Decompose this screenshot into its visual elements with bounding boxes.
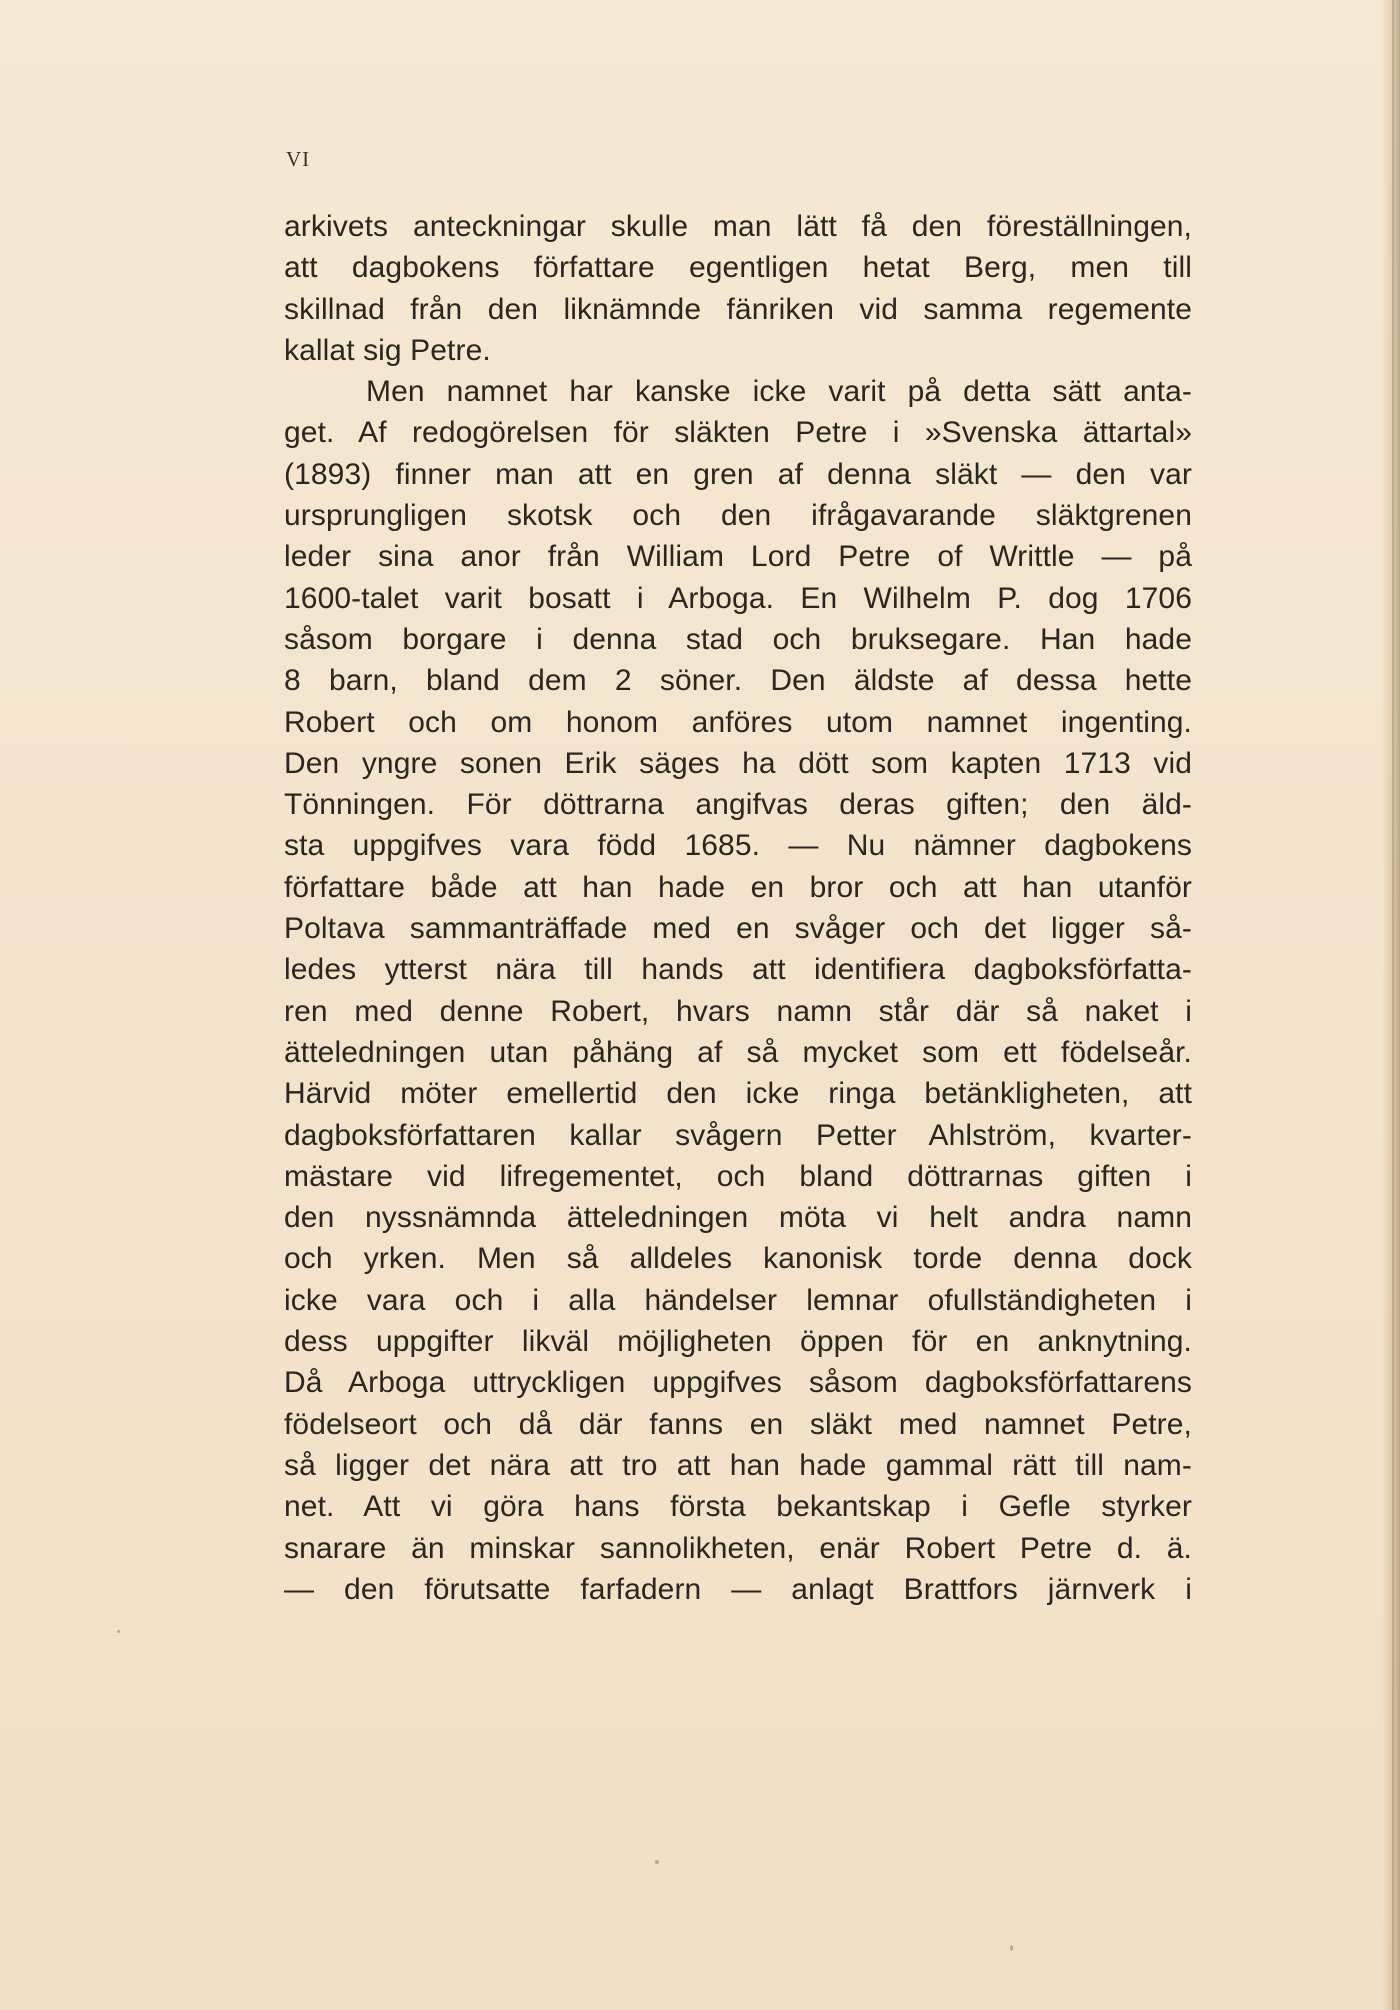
text-line: mästare vid lifregementet, och bland döttrarnas giften i [284,1159,1192,1193]
text-line: författare både att han hade en bror och att han utanför [284,870,1192,904]
text-line: 1600-talet varit bosatt i Arboga. En Wilhelm P. dog 1706 [284,581,1192,615]
text-line: snarare än minskar sannolikheten, enär Robert Petre d. ä. [284,1531,1192,1565]
text-line: Robert och om honom anföres utom namnet ingenting. [284,705,1192,739]
paper-speck [1010,1945,1013,1951]
text-line: ren med denne Robert, hvars namn står där så naket i [284,994,1192,1028]
text-line: Härvid möter emellertid den icke ringa betänkligheten, att [284,1077,1192,1111]
text-line: get. Af redogörelsen för släkten Petre i »Svenska ättartal» [284,416,1192,450]
text-line: dess uppgifter likväl möjligheten öppen för en anknytning. [284,1325,1192,1359]
text-line: Tönningen. För döttrarna angifvas deras giften; den äld- [284,788,1192,822]
text-line: sta uppgifves vara född 1685. — Nu nämner dagbokens [284,829,1192,863]
text-line: skillnad från den liknämnde fänriken vid samma regemente [284,292,1192,326]
text-line: födelseort och då där fanns en släkt med namnet Petre, [284,1407,1192,1441]
paragraph [284,206,1192,371]
paper-speck [117,1630,120,1633]
text-line: och yrken. Men så alldeles kanonisk torde denna dock [284,1242,1192,1276]
text-line: den nyssnämnda ätteledningen möta vi helt andra namn [284,1201,1192,1235]
text-line: Men namnet har kanske icke varit på detta sätt anta- [366,375,1192,409]
text-line: 8 barn, bland dem 2 söner. Den äldste af dessa hette [284,664,1192,698]
text-line: Då Arboga uttryckligen uppgifves såsom dagboksförfattarens [284,1366,1192,1400]
text-line: Poltava sammanträffade med en svåger och det ligger så- [284,912,1192,946]
page-number: VI [286,147,311,171]
text-line: — den förutsatte farfadern — anlagt Brattfors järnverk i [284,1572,1192,1606]
text-line: ursprungligen skotsk och den ifrågavarande släktgrenen [284,499,1192,533]
body-text [284,206,1192,1610]
text-line: (1893) finner man att en gren af denna släkt — den var [284,457,1192,491]
text-line: så ligger det nära att tro att han hade gammal rätt till nam- [284,1448,1192,1482]
text-line: ledes ytterst nära till hands att identifiera dagboksförfatta- [284,953,1192,987]
text-line: kallat sig Petre. [284,333,491,367]
page-edge-shadow [1382,0,1400,2010]
text-line: dagboksförfattaren kallar svågern Petter Ahlström, kvarter- [284,1118,1192,1152]
paragraph [284,371,1192,1610]
text-line: såsom borgare i denna stad och bruksegare. Han hade [284,622,1192,656]
text-line: Den yngre sonen Erik säges ha dött som kapten 1713 vid [284,746,1192,780]
text-line: ätteledningen utan påhäng af så mycket som ett födelseår. [284,1035,1192,1069]
paper-speck [655,1860,659,1864]
text-line: arkivets anteckningar skulle man lätt få den föreställningen, [284,210,1192,243]
text-line: leder sina anor från William Lord Petre of Writtle — på [284,540,1192,574]
text-line: att dagbokens författare egentligen hetat Berg, men till [284,251,1192,285]
text-line: net. Att vi göra hans första bekantskap i Gefle styrker [284,1490,1192,1524]
page-edge-line [1392,0,1394,2010]
text-line: icke vara och i alla händelser lemnar ofullständigheten i [284,1283,1192,1317]
